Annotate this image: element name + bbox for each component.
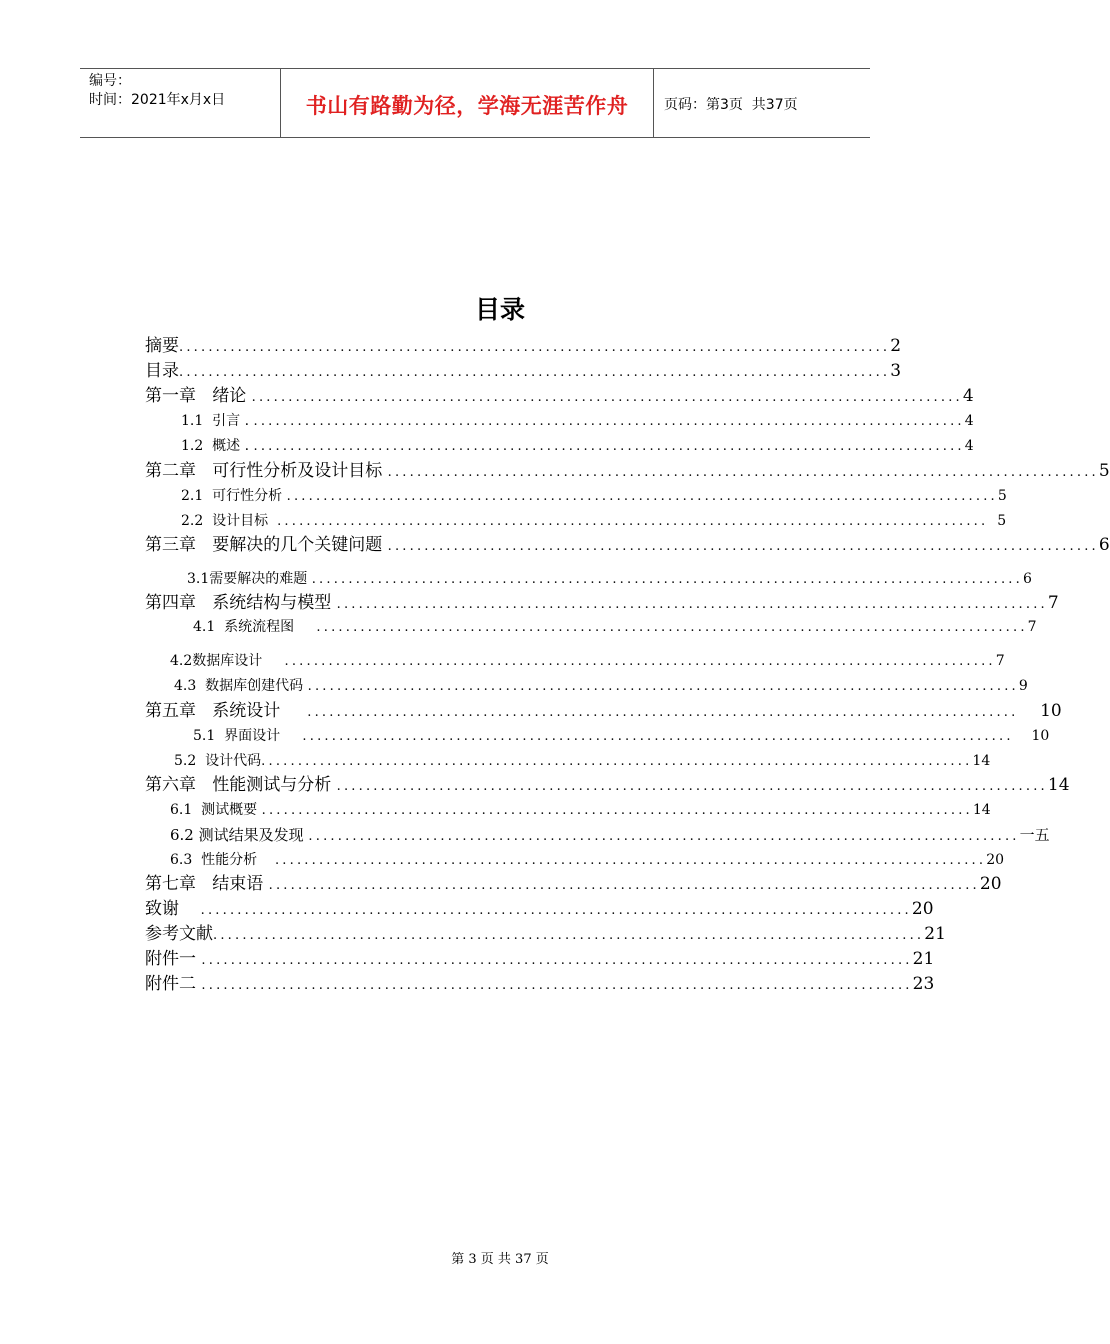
toc-subentry bbox=[181, 435, 974, 457]
toc-entry-page: 14 bbox=[1047, 775, 1070, 795]
toc-leader-dots: ................................................................................................. bbox=[387, 539, 1099, 554]
toc-entry-label: 第四章 系统结构与模型 bbox=[145, 593, 337, 613]
toc-entry bbox=[145, 774, 1070, 796]
toc-leader-dots: ................................................................................................. bbox=[251, 390, 963, 405]
toc-entry-page: 7 bbox=[1027, 619, 1037, 635]
toc-entry-label: 1.1 引言 . bbox=[181, 413, 254, 429]
toc-leader-dots: ................................................................................................. bbox=[316, 620, 1028, 635]
toc-entry-label: 4.1 系统流程图 bbox=[193, 619, 317, 635]
toc-entry-page: 20 bbox=[986, 852, 1005, 868]
toc-entry bbox=[145, 360, 902, 382]
toc-leader-dots: ................................................................................................. bbox=[253, 439, 965, 454]
toc-entry-page: 21 bbox=[924, 924, 946, 944]
toc-leader-dots: ................................................................................................. bbox=[274, 853, 987, 868]
toc-entry-page: 14 bbox=[972, 802, 991, 818]
toc-entry-label: 第一章 绪论 bbox=[145, 386, 252, 406]
toc-leader-dots: ................................................................................................. bbox=[201, 978, 913, 993]
toc-leader-dots: ................................................................................................. bbox=[253, 414, 965, 429]
toc-leader-dots: ................................................................................................. bbox=[286, 489, 998, 504]
toc-entry-page: 9 bbox=[1018, 678, 1028, 694]
toc-entry-label: 第六章 性能测试与分析 bbox=[145, 775, 337, 795]
toc-entry-label: 4.3 数据库创建代码 bbox=[174, 678, 308, 694]
toc-leader-dots: ................................................................................................. bbox=[277, 514, 989, 529]
toc-entry bbox=[145, 973, 935, 995]
toc-entry-label: 2.1 可行性分析 bbox=[181, 488, 287, 504]
toc-leader-dots: ................................................................................................. bbox=[307, 679, 1019, 694]
toc-leader-dots: ................................................................................................. bbox=[213, 928, 925, 943]
toc-entry bbox=[145, 948, 935, 970]
toc-entry-label: 5.1 界面设计 bbox=[193, 728, 303, 744]
toc-entry-page: 3 bbox=[890, 361, 902, 381]
toc-leader-dots: ................................................................................................. bbox=[201, 953, 913, 968]
toc-entry-page: 7 bbox=[995, 653, 1005, 669]
toc-leader-dots: ................................................................................................. bbox=[261, 803, 973, 818]
toc-entry-label: 1.2 概述 . bbox=[181, 438, 254, 454]
toc-subentry bbox=[187, 568, 1032, 590]
page-label: 页码：第3页 共37页 bbox=[664, 97, 798, 113]
toc-entry-page: 20 bbox=[979, 874, 1002, 894]
toc-entry-page: 一五 bbox=[1019, 826, 1050, 844]
toc-entry bbox=[145, 385, 974, 407]
toc-entry-label: 目录 bbox=[145, 361, 179, 381]
toc-entry-label: 6.1 测试概要 bbox=[170, 802, 262, 818]
toc-entry-page: 4 bbox=[964, 438, 974, 454]
toc-entry-label: 第七章 结束语 bbox=[145, 874, 269, 894]
toc-entry-label: 2.2 设计目标 bbox=[181, 513, 278, 529]
toc-subentry bbox=[170, 849, 1005, 871]
toc-entry-page: 5 bbox=[997, 488, 1007, 504]
toc-entry-label: 第二章 可行性分析及设计目标 bbox=[145, 461, 388, 481]
toc-entry-page: 5 bbox=[1098, 461, 1110, 481]
toc-entry-label: 4.2数据库设计 bbox=[170, 653, 285, 669]
toc-entry-label: 附件二 bbox=[145, 974, 202, 994]
toc-entry bbox=[145, 335, 902, 357]
toc-leader-dots: ................................................................................................. bbox=[387, 465, 1099, 480]
toc-entry bbox=[145, 534, 1110, 556]
toc-leader-dots: ................................................................................................. bbox=[307, 705, 1019, 720]
toc-entry bbox=[145, 700, 1062, 722]
toc-entry-label: 3.1需要解决的难题 bbox=[187, 571, 312, 587]
toc-entry-page: 14 bbox=[972, 753, 991, 769]
toc-subentry bbox=[170, 824, 1050, 846]
toc-leader-dots: ................................................................................................. bbox=[200, 903, 912, 918]
toc-entry-label: 6.2 测试结果及发现 bbox=[170, 826, 309, 844]
toc-leader-dots: ................................................................................................. bbox=[284, 654, 996, 669]
toc-leader-dots: ................................................................................................. bbox=[336, 779, 1048, 794]
toc-subentry bbox=[181, 510, 1007, 532]
time-label: 时间：2021年x月x日 bbox=[89, 92, 226, 108]
header-motto: 书山有路勤为径，学海无涯苦作舟 bbox=[281, 69, 654, 137]
toc-leader-dots: ................................................................................................. bbox=[336, 597, 1048, 612]
toc-entry-label: 致谢 bbox=[145, 899, 201, 919]
toc-entry-label: 6.3 性能分析 bbox=[170, 852, 275, 868]
toc-entry-page: 10 bbox=[1018, 701, 1062, 721]
toc-subentry bbox=[174, 750, 991, 772]
toc-entry-label: 附件一 bbox=[145, 949, 202, 969]
toc-entry-page: 4 bbox=[964, 413, 974, 429]
toc-leader-dots: ................................................................................................. bbox=[179, 340, 891, 355]
toc-subentry bbox=[193, 616, 1037, 638]
toc-entry bbox=[145, 923, 946, 945]
toc-subentry bbox=[193, 725, 1050, 747]
toc-entry-page: 20 bbox=[911, 899, 934, 919]
number-label: 编号： bbox=[89, 73, 131, 89]
toc-leader-dots: ................................................................................................. bbox=[268, 878, 980, 893]
toc-entry-page: 2 bbox=[890, 336, 902, 356]
toc-entry-page: 4 bbox=[962, 386, 974, 406]
toc-entry-label: 第三章 要解决的几个关键问题 bbox=[145, 535, 388, 555]
toc-entry-page: 10 bbox=[1013, 728, 1050, 744]
toc-entry-label: 第五章 系统设计 bbox=[145, 701, 308, 721]
page-footer: 第 3 页 共 37 页 bbox=[451, 1252, 549, 1267]
toc-entry-page: 6 bbox=[1098, 535, 1110, 555]
toc-entry bbox=[145, 873, 1002, 895]
toc-entry-label: 5.2 设计代码 bbox=[174, 753, 262, 769]
toc-entry-page: 21 bbox=[912, 949, 935, 969]
toc-subentry bbox=[170, 650, 1005, 672]
toc-entry bbox=[145, 592, 1059, 614]
toc-entry-page: 7 bbox=[1047, 593, 1059, 613]
toc-subentry bbox=[181, 410, 974, 432]
toc-entry-label: 参考文献 bbox=[145, 924, 213, 944]
toc-leader-dots: ................................................................................................. bbox=[308, 829, 1020, 844]
toc-entry bbox=[145, 898, 934, 920]
toc-leader-dots: ................................................................................................. bbox=[261, 754, 973, 769]
toc-subentry bbox=[174, 675, 1028, 697]
toc-leader-dots: ................................................................................................. bbox=[302, 729, 1014, 744]
toc-entry-page: 23 bbox=[912, 974, 935, 994]
toc-entry-page: 6 bbox=[1022, 571, 1032, 587]
toc-entry bbox=[145, 460, 1110, 482]
toc-entry-page: 5 bbox=[988, 513, 1007, 529]
toc-entry-label: 摘要 bbox=[145, 336, 179, 356]
toc-leader-dots: ................................................................................................. bbox=[179, 365, 891, 380]
toc-title: 目录 bbox=[474, 295, 525, 324]
toc-subentry bbox=[181, 485, 1007, 507]
toc-leader-dots: ................................................................................................. bbox=[311, 572, 1023, 587]
toc-subentry bbox=[170, 799, 991, 821]
